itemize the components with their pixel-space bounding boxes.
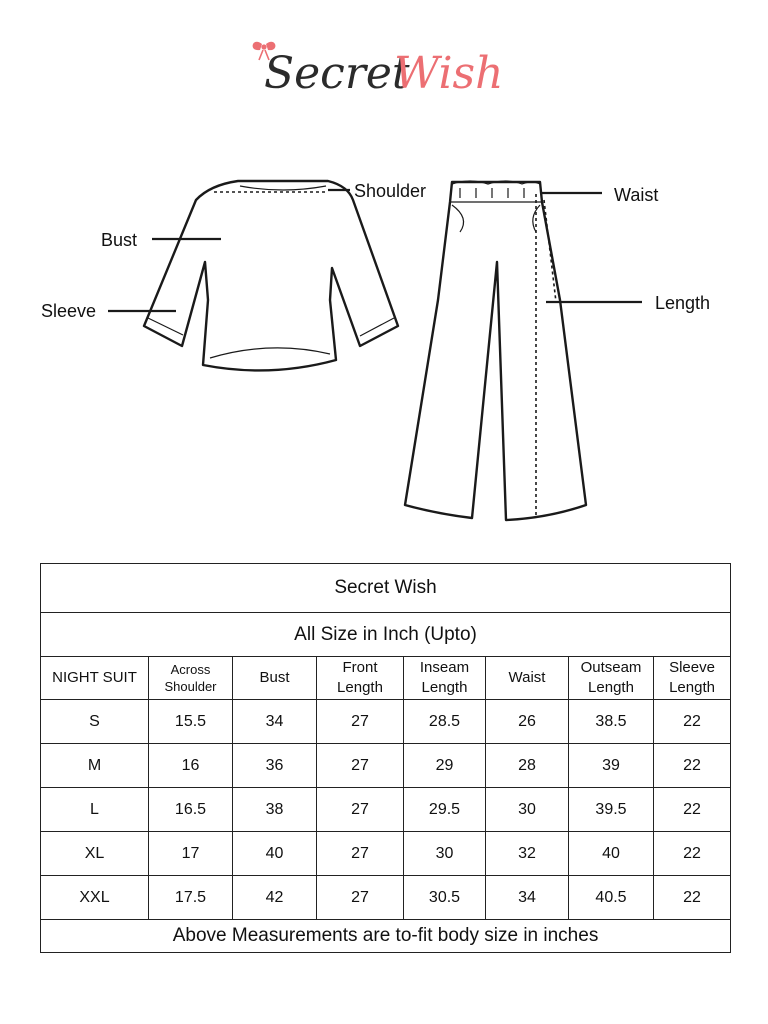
cell-across-shoulder: 15.5 bbox=[149, 700, 233, 744]
cell-size: XXL bbox=[41, 876, 149, 920]
table-note: Above Measurements are to-fit body size in inches bbox=[41, 920, 731, 953]
shoulder-label: Shoulder bbox=[354, 181, 427, 201]
cell-size: S bbox=[41, 700, 149, 744]
cell-outseam-length: 39.5 bbox=[569, 788, 654, 832]
cell-across-shoulder: 16.5 bbox=[149, 788, 233, 832]
bust-label: Bust bbox=[101, 230, 138, 250]
cell-sleeve-length: 22 bbox=[654, 876, 731, 920]
cell-inseam-length: 29 bbox=[404, 744, 486, 788]
cell-bust: 36 bbox=[233, 744, 317, 788]
cell-outseam-length: 40 bbox=[569, 832, 654, 876]
header-across-line2: Shoulder bbox=[164, 679, 217, 694]
cell-inseam-length: 30 bbox=[404, 832, 486, 876]
table-note-row bbox=[41, 920, 731, 953]
cell-waist: 32 bbox=[486, 832, 569, 876]
cell-bust: 38 bbox=[233, 788, 317, 832]
brand-name-first: Secret bbox=[264, 48, 410, 99]
header-across-line1: Across bbox=[170, 662, 211, 677]
header-front-length bbox=[317, 657, 404, 700]
sleeve-label: Sleeve bbox=[41, 301, 97, 321]
cell-front-length: 27 bbox=[317, 876, 404, 920]
header-night-suit bbox=[41, 657, 149, 700]
cell-inseam-length: 30.5 bbox=[404, 876, 486, 920]
cell-size: L bbox=[41, 788, 149, 832]
table-subtitle: All Size in Inch (Upto) bbox=[41, 613, 731, 657]
header-waist bbox=[486, 657, 569, 700]
brand-name-second: Wish bbox=[394, 48, 504, 99]
table-row-xl bbox=[41, 832, 731, 876]
cell-across-shoulder: 17 bbox=[149, 832, 233, 876]
table-subtitle-row bbox=[41, 613, 731, 657]
cell-front-length: 27 bbox=[317, 700, 404, 744]
table-row-m bbox=[41, 744, 731, 788]
cell-front-length: 27 bbox=[317, 788, 404, 832]
table-title: Secret Wish bbox=[41, 564, 731, 613]
cell-inseam-length: 28.5 bbox=[404, 700, 486, 744]
header-sleeve-line2: Length bbox=[669, 679, 715, 696]
cell-front-length: 27 bbox=[317, 744, 404, 788]
header-night-suit-text: NIGHT SUIT bbox=[52, 669, 137, 686]
header-outseam-line2: Length bbox=[588, 679, 634, 696]
cell-sleeve-length: 22 bbox=[654, 744, 731, 788]
table-row-xxl bbox=[41, 876, 731, 920]
cell-outseam-length: 38.5 bbox=[569, 700, 654, 744]
cell-sleeve-length: 22 bbox=[654, 832, 731, 876]
header-inseam-line2: Length bbox=[421, 679, 468, 696]
cell-across-shoulder: 16 bbox=[149, 744, 233, 788]
cell-bust: 40 bbox=[233, 832, 317, 876]
pants-illustration bbox=[405, 181, 586, 520]
cell-waist: 34 bbox=[486, 876, 569, 920]
cell-sleeve-length: 22 bbox=[654, 788, 731, 832]
cell-outseam-length: 40.5 bbox=[569, 876, 654, 920]
header-sleeve-line1: Sleeve bbox=[669, 659, 715, 676]
header-waist-text: Waist bbox=[508, 669, 546, 686]
brand-logo bbox=[250, 28, 520, 108]
cell-size: M bbox=[41, 744, 149, 788]
header-inseam-length bbox=[404, 657, 486, 700]
header-bust-text: Bust bbox=[259, 669, 290, 686]
cell-outseam-length: 39 bbox=[569, 744, 654, 788]
cell-inseam-length: 29.5 bbox=[404, 788, 486, 832]
waist-label: Waist bbox=[614, 185, 659, 205]
header-inseam-line1: Inseam bbox=[419, 659, 470, 676]
header-outseam-line1: Outseam bbox=[580, 659, 642, 676]
cell-sleeve-length: 22 bbox=[654, 700, 731, 744]
header-across-shoulder bbox=[149, 657, 233, 700]
size-chart-table bbox=[40, 563, 731, 953]
cell-waist: 30 bbox=[486, 788, 569, 832]
top-illustration bbox=[144, 181, 398, 370]
cell-size: XL bbox=[41, 832, 149, 876]
table-title-row bbox=[41, 564, 731, 613]
length-label: Length bbox=[655, 293, 711, 313]
header-outseam-length bbox=[569, 657, 654, 700]
header-bust bbox=[233, 657, 317, 700]
cell-waist: 28 bbox=[486, 744, 569, 788]
header-front-line1: Front bbox=[342, 659, 378, 676]
header-front-line2: Length bbox=[337, 679, 383, 696]
table-header-row bbox=[41, 657, 731, 700]
garment-diagram bbox=[0, 160, 768, 540]
cell-across-shoulder: 17.5 bbox=[149, 876, 233, 920]
header-sleeve-length bbox=[654, 657, 731, 700]
table-row-l bbox=[41, 788, 731, 832]
cell-front-length: 27 bbox=[317, 832, 404, 876]
cell-bust: 34 bbox=[233, 700, 317, 744]
cell-bust: 42 bbox=[233, 876, 317, 920]
cell-waist: 26 bbox=[486, 700, 569, 744]
table-row-s bbox=[41, 700, 731, 744]
